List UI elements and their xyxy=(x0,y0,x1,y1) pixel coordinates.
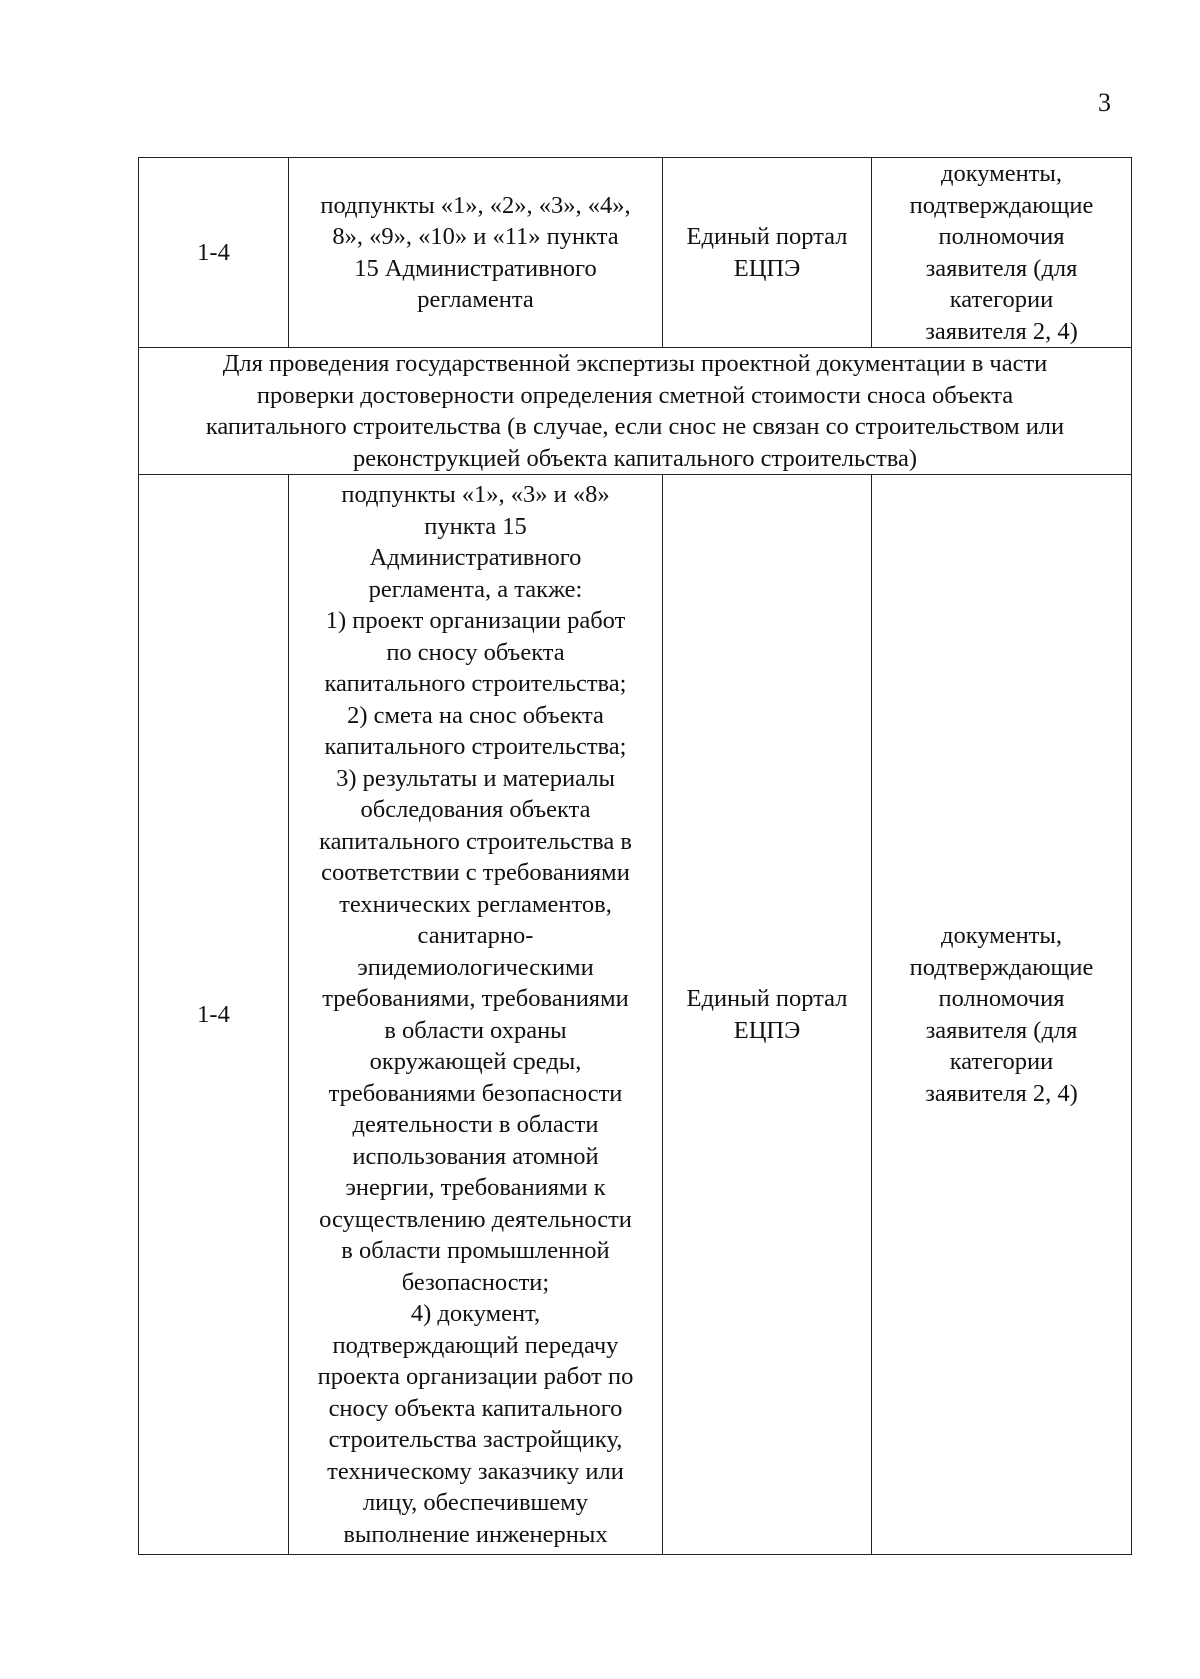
documents-line: регламента xyxy=(417,286,534,313)
documents-line: 4) документ, xyxy=(410,1300,541,1327)
page-number: 3 xyxy=(1098,88,1111,117)
documents-line: требованиями безопасности xyxy=(328,1079,623,1107)
documents-line: в области охраны xyxy=(384,1016,567,1044)
documents-line: лицу, обеспечившему xyxy=(362,1489,589,1516)
section-heading-line: реконструкцией объекта капитального строительства) xyxy=(353,444,917,472)
documents-line: соответствии с требованиями xyxy=(321,859,630,886)
table-row xyxy=(139,475,1132,1555)
documents-line: выполнение инженерных xyxy=(343,1520,608,1548)
channel-line: ЕЦПЭ xyxy=(733,254,801,282)
table-row xyxy=(139,158,1132,348)
extra-line: заявителя 2, 4) xyxy=(925,317,1078,345)
channel-line: ЕЦПЭ xyxy=(733,1016,801,1044)
documents-line: в области промышленной xyxy=(341,1237,610,1264)
section-heading-line: капитального строительства (в случае, если снос не связан со строительством или xyxy=(205,413,1065,440)
extra-line: заявителя (для xyxy=(925,254,1078,282)
documents-line: эпидемиологическими xyxy=(357,953,594,981)
documents-line: 8», «9», «10» и «11» пункта xyxy=(332,223,619,250)
extra-line: категории xyxy=(949,1048,1054,1075)
documents-line: 3) результаты и материалы xyxy=(336,764,615,792)
documents-line: пункта 15 xyxy=(424,512,527,540)
documents-line: капитального строительства; xyxy=(324,670,627,697)
documents-line: осуществлению деятельности xyxy=(319,1205,632,1233)
documents-line: подпункты «1», «2», «3», «4», xyxy=(320,191,631,219)
documents-line: подпункты «1», «3» и «8» xyxy=(341,481,610,508)
extra-line: подтверждающие xyxy=(909,191,1094,219)
extra-line: категории xyxy=(949,286,1054,313)
documents-line: сносу объекта капитального xyxy=(328,1394,623,1422)
applicant-category: 1-4 xyxy=(197,1000,230,1028)
documents-line: обследования объекта xyxy=(360,796,591,823)
channel-line: Единый портал xyxy=(686,223,848,250)
section-heading xyxy=(139,348,1132,475)
documents-cell xyxy=(289,475,663,1555)
section-heading-row xyxy=(139,348,1132,475)
documents-line: капитального строительства; xyxy=(324,733,627,760)
extra-line: полномочия xyxy=(938,985,1065,1012)
documents-line: проекта организации работ по xyxy=(317,1363,634,1390)
documents-line: строительства застройщику, xyxy=(328,1426,623,1453)
extra-line: подтверждающие xyxy=(909,953,1094,981)
section-heading-line: Для проведения государственной экспертизы проектной документации в части xyxy=(222,350,1048,377)
documents-line: технических регламентов, xyxy=(339,890,612,918)
documents-line: техническому заказчику или xyxy=(327,1457,624,1485)
documents-line: 2) смета на снос объекта xyxy=(347,701,604,729)
documents-line: санитарно- xyxy=(417,922,534,949)
extra-line: полномочия xyxy=(938,223,1065,250)
documents-line: регламента, а также: xyxy=(368,575,583,603)
section-heading-line: проверки достоверности определения сметной стоимости сноса объекта xyxy=(256,381,1014,409)
extra-line: заявителя 2, 4) xyxy=(925,1079,1078,1107)
documents-line: по сносу объекта xyxy=(386,638,565,666)
documents-line: Административного xyxy=(369,544,582,571)
documents-line: 1) проект организации работ xyxy=(325,607,626,634)
documents-line: энергии, требованиями к xyxy=(345,1174,606,1201)
applicant-category-cell xyxy=(139,158,289,348)
documents-line: 15 Административного xyxy=(354,254,597,282)
submission-channel-cell xyxy=(663,158,872,348)
documents-line: подтверждающий передачу xyxy=(332,1331,619,1359)
documents-line: деятельности в области xyxy=(352,1111,599,1138)
applicant-category: 1-4 xyxy=(197,238,230,266)
documents-line: требованиями, требованиями xyxy=(322,985,629,1012)
extra-documents-cell xyxy=(872,475,1132,1555)
documents-line: окружающей среды, xyxy=(369,1048,582,1075)
documents-line: безопасности; xyxy=(401,1268,550,1296)
documents-line: капитального строительства в xyxy=(319,827,632,855)
extra-documents-cell xyxy=(872,158,1132,348)
channel-line: Единый портал xyxy=(686,985,848,1012)
extra-line: документы, xyxy=(941,922,1062,949)
submission-channel-cell xyxy=(663,475,872,1555)
documents-line: использования атомной xyxy=(352,1142,599,1170)
documents-cell xyxy=(289,158,663,348)
extra-line: заявителя (для xyxy=(925,1016,1078,1044)
applicant-category-cell xyxy=(139,475,289,1555)
documents-table xyxy=(138,157,1132,1555)
extra-line: документы, xyxy=(941,160,1062,187)
